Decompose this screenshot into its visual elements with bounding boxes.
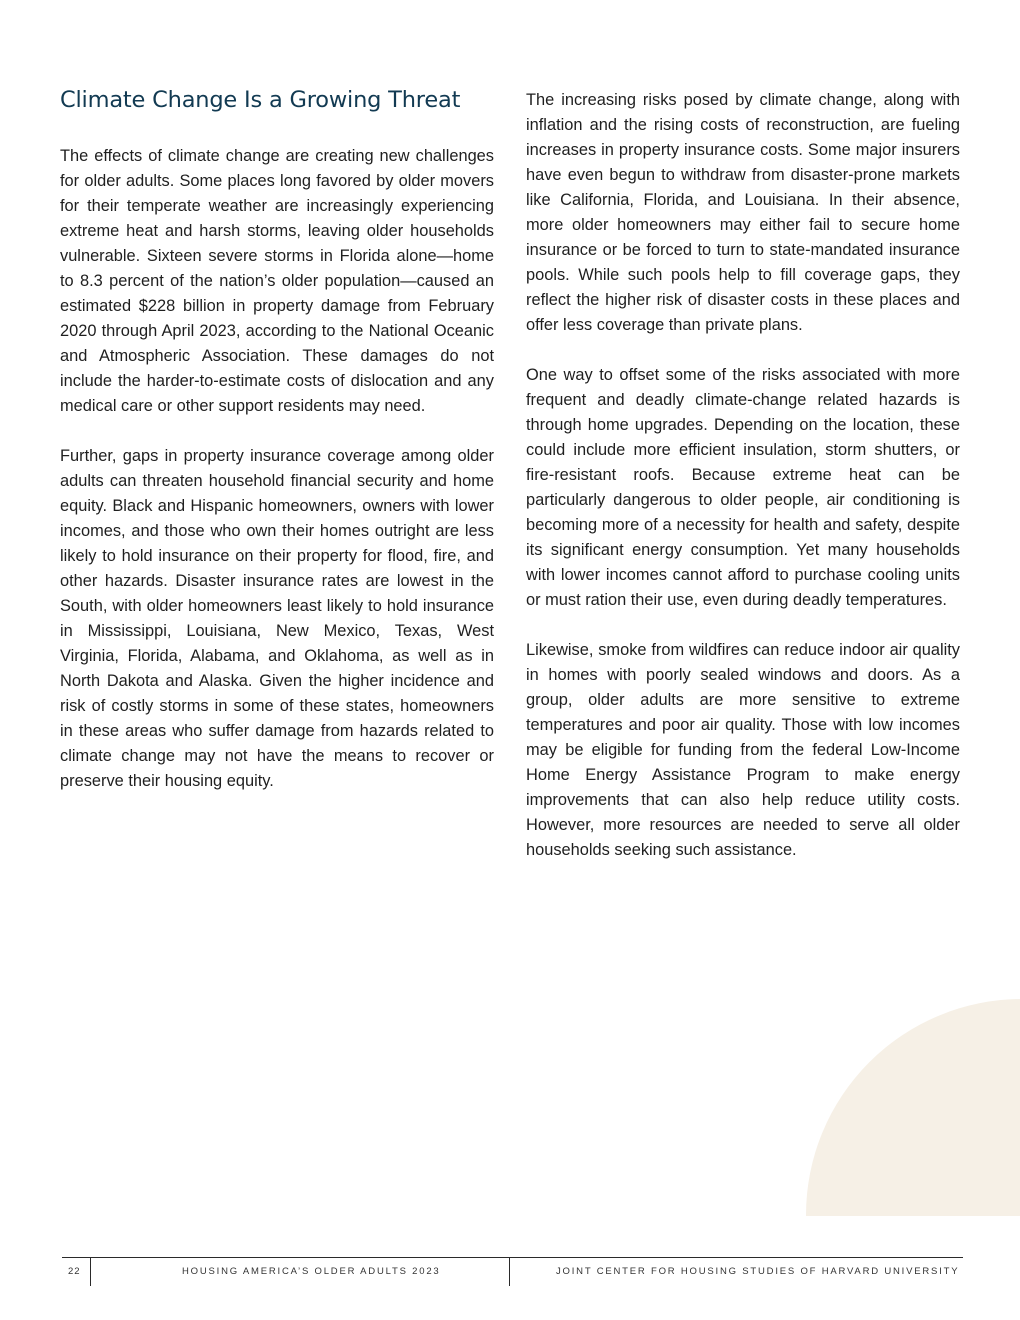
footer-rule [62,1257,963,1258]
organization-name: JOINT CENTER FOR HOUSING STUDIES OF HARVARD UNIVERSITY [556,1266,960,1277]
body-paragraph: The effects of climate change are creating new challenges for older adults. Some places long favored by older movers for their temperate weather are increasingly experiencing extreme heat and harsh storms, leaving older households vulnerable. Sixteen severe storms in Florida alone—home to 8.3 percent of the nation’s older population—caused an estimated $228 billion in property damage from February 2020 through April 2023, according to the National Oceanic and Atmospheric Association. These damages do not include the harder-to-estimate costs of dislocation and any medical care or other support residents may need. [60,147,494,415]
decorative-quarter-circle [806,999,1020,1216]
body-paragraph: One way to offset some of the risks associated with more frequent and deadly climate-change related hazards is through home upgrades. Depending on the location, these could include more efficient insulation, storm shutters, or fire-resistant roofs. Because extreme heat can be particularly dangerous to older people, air conditioning is becoming more of a necessity for health and safety, despite its significant energy consumption. Yet many households with lower incomes cannot afford to purchase cooling units or must ration their use, even during deadly temperatures. [526,366,960,609]
body-paragraph: Further, gaps in property insurance coverage among older adults can threaten household financial security and home equity. Black and Hispanic homeowners, owners with lower incomes, and those who own their homes outright are less likely to hold insurance on their property for flood, fire, and other hazards. Disaster insurance rates are lowest in the South, with older homeowners least likely to hold insurance in Mississippi, Louisiana, New Mexico, Texas, West Virginia, Florida, Alabama, and Oklahoma, as well as in North Dakota and Alaska. Given the higher incidence and risk of costly storms in some of these states, homeowners in these areas who suffer damage from hazards related to climate change may not have the means to recover or preserve their housing equity. [60,447,494,790]
body-paragraph: Likewise, smoke from wildfires can reduce indoor air quality in homes with poorly sealed windows and doors. As a group, older adults are more sensitive to extreme temperatures and poor air quality. Those with low incomes may be eligible for funding from the federal Low-Income Home Energy Assistance Program to make energy improvements that can also help reduce utility costs. However, more resources are needed to serve all older households seeking such assistance. [526,641,960,859]
decorative-circle-shape [806,999,1020,1216]
page-number: 22 [68,1266,81,1277]
section-heading: Climate Change Is a Growing Threat [60,87,461,113]
left-column [60,82,494,819]
footer-divider [509,1258,510,1286]
publication-title: HOUSING AMERICA’S OLDER ADULTS 2023 [182,1266,441,1277]
right-column [526,88,960,888]
footer-divider [90,1258,91,1286]
body-paragraph: The increasing risks posed by climate change, along with inflation and the rising costs of reconstruction, are fueling increases in property insurance costs. Some major insurers have even begun to withdraw from disaster-prone markets like California, Florida, and Louisiana. In their absence, more older homeowners may either fail to secure home insurance or be forced to turn to state-mandated insurance pools. While such pools help to fill coverage gaps, they reflect the higher risk of disaster costs in these places and offer less coverage than private plans. [526,91,960,334]
